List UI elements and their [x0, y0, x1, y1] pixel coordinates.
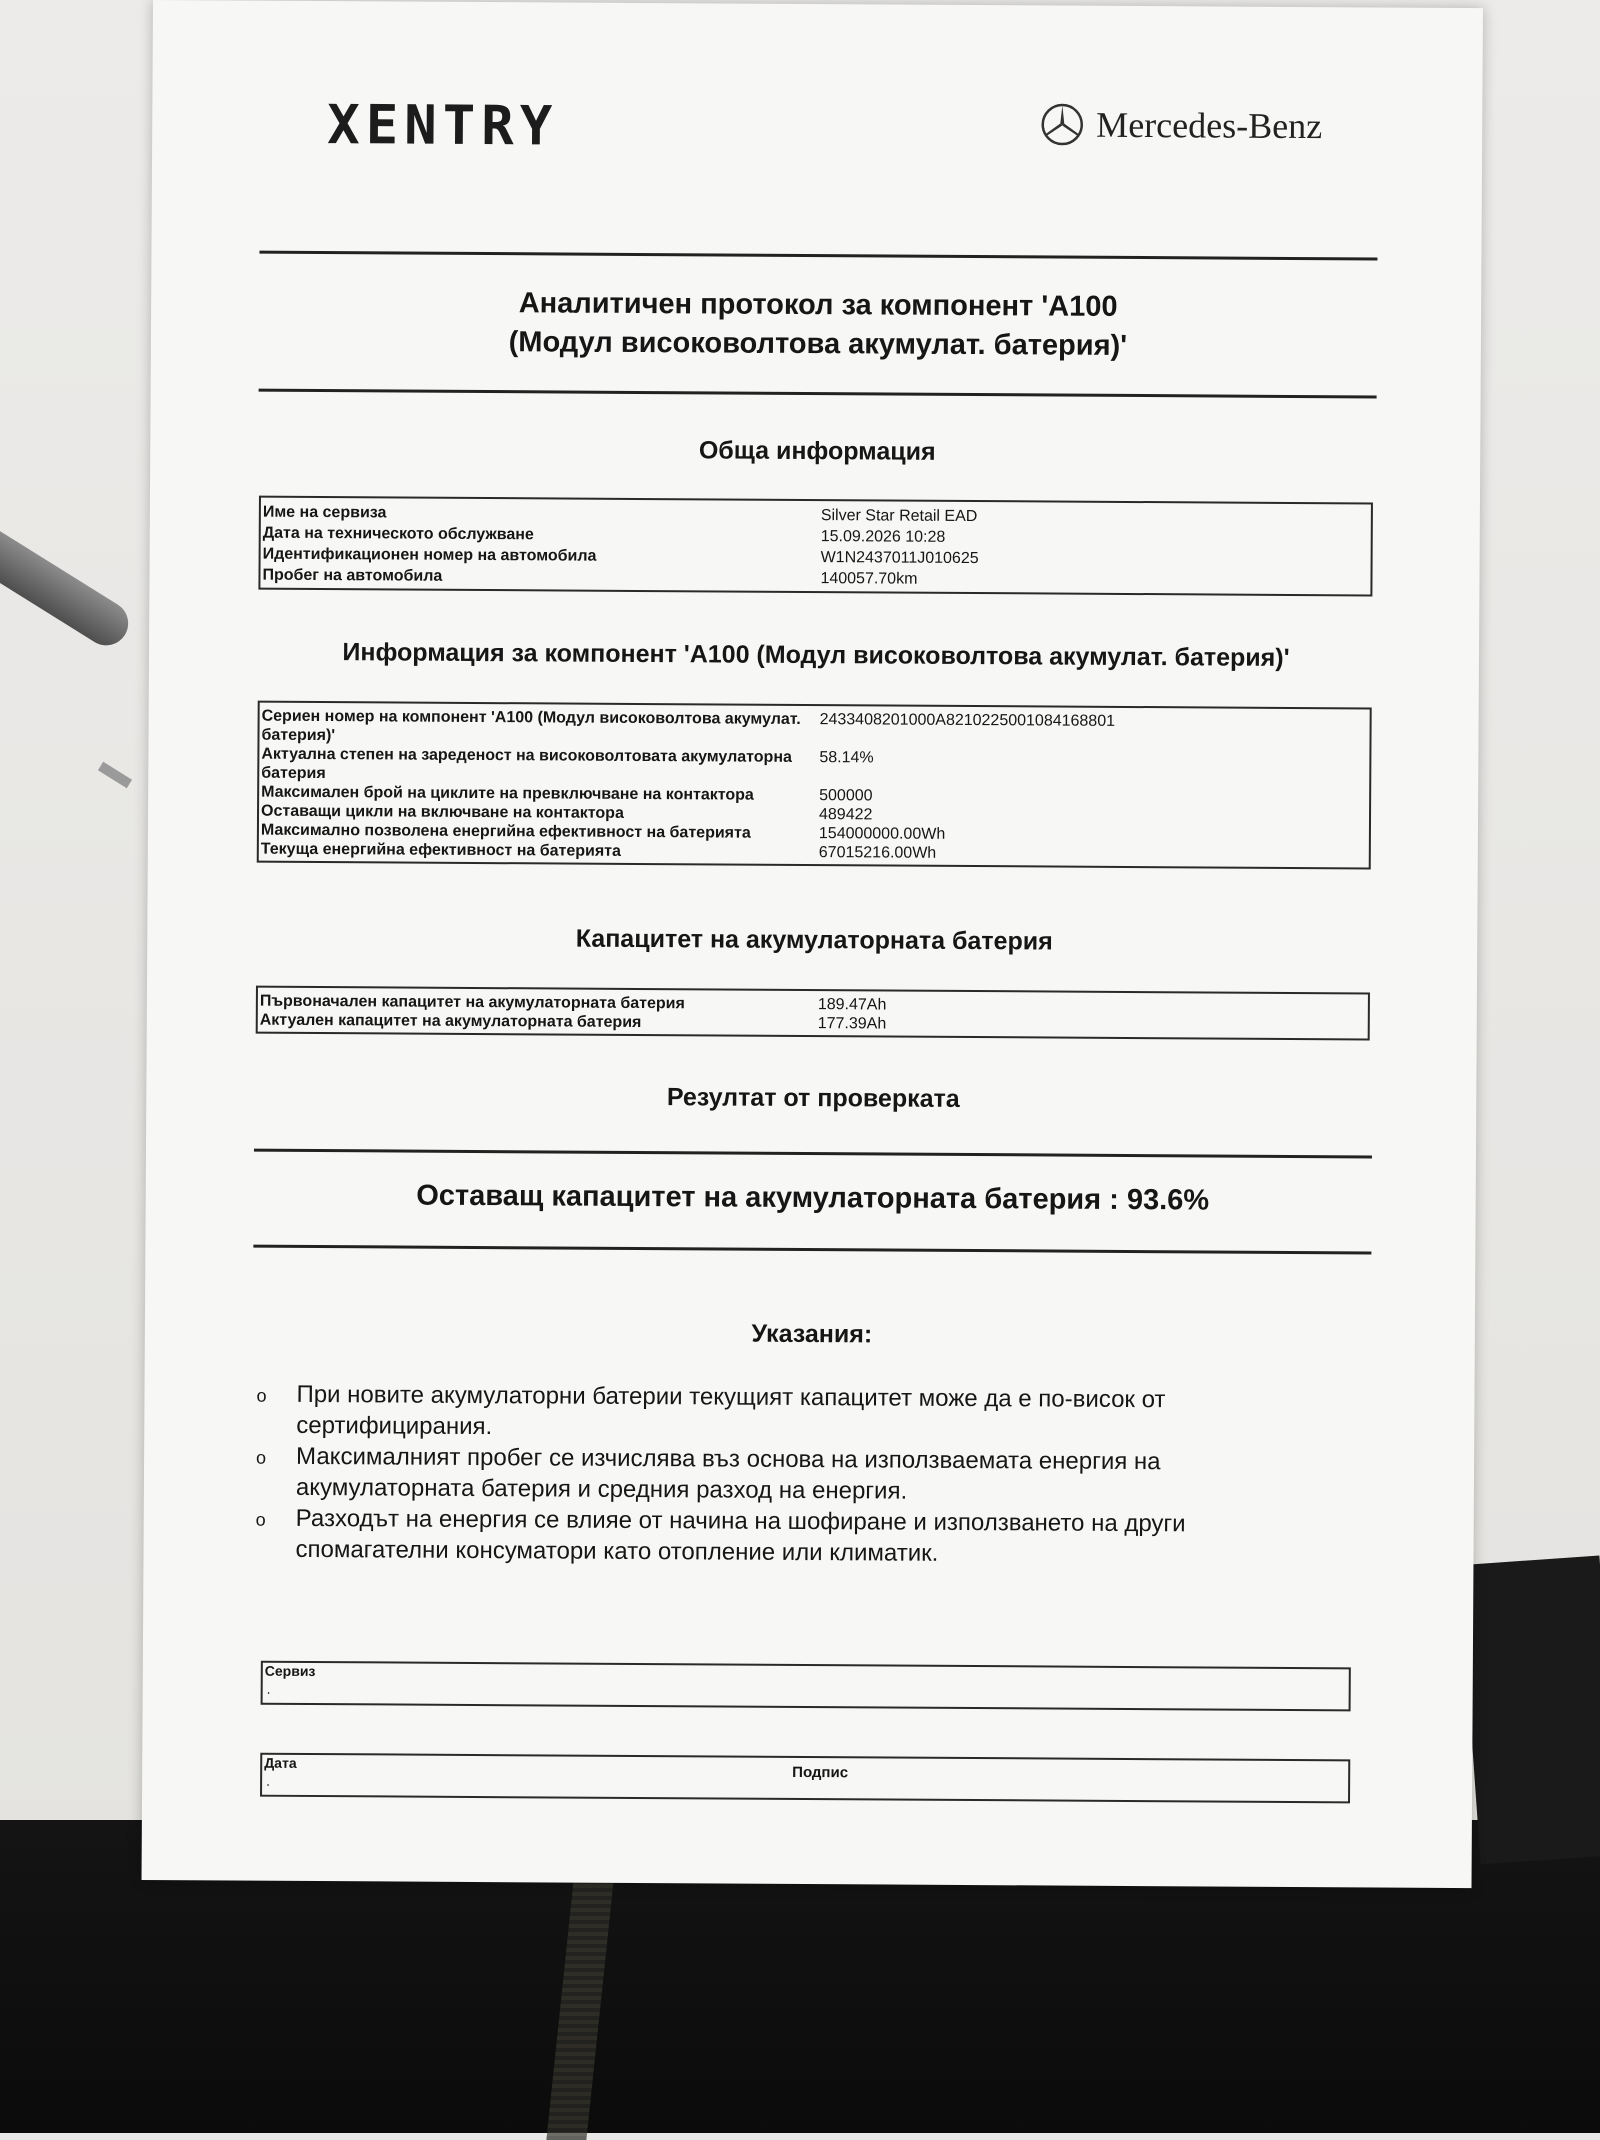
- notes-heading: Указания:: [751, 1319, 873, 1349]
- check-heading: Резултат от проверката: [666, 1083, 960, 1113]
- dark-object: [1460, 1555, 1600, 1864]
- row-value: 154000000.00Wh: [818, 825, 946, 843]
- row-value: 15.09.2026 10:28: [820, 528, 946, 546]
- note-text: При новите акумулаторни батерии текущият капацитет може да е по-висок от сертифицирания.: [296, 1380, 1166, 1441]
- row-value: Silver Star Retail EAD: [820, 507, 978, 526]
- list-item: [256, 1441, 1256, 1509]
- divider-top: [259, 251, 1377, 261]
- row-label: Сериен номер на компонент 'A100 (Модул високоволтова акумулат. батерия)': [261, 707, 801, 745]
- service-value: .: [266, 1680, 271, 1697]
- row-label: Максимално позволена енергийна ефективност на батерията: [260, 821, 751, 842]
- capacity-heading: Капацитет на акумулаторната батерия: [575, 924, 1053, 956]
- row-label: Актуален капацитет на акумулаторната батерия: [259, 1011, 642, 1032]
- bullet-icon: o: [256, 1385, 267, 1406]
- mercedes-wordmark: Mercedes-Benz: [1096, 104, 1323, 147]
- list-item: [255, 1503, 1255, 1571]
- service-label: Сервиз: [264, 1662, 316, 1680]
- xentry-logo: XENTRY: [327, 93, 559, 158]
- general-heading: Обща информация: [698, 436, 936, 466]
- component-heading: Информация за компонент 'A100 (Модул високоволтова акумулат. батерия)': [342, 638, 1290, 672]
- result-text: Оставащ капацитет на акумулаторната батерия : 93.6%: [416, 1179, 1210, 1217]
- row-value: 140057.70km: [820, 570, 918, 588]
- row-label: Актуална степен на зареденост на високоволтовата акумулаторна батерия: [261, 745, 792, 783]
- row-label: Пробег на автомобила: [262, 566, 443, 585]
- capacity-table: [256, 986, 1370, 1041]
- title-line-2: (Модул високоволтова акумулат. батерия)': [508, 326, 1128, 362]
- row-value: W1N2437011J010625: [820, 549, 979, 568]
- mercedes-star-icon: [1040, 102, 1084, 146]
- divider-result-bottom: [253, 1245, 1371, 1255]
- component-table: [257, 701, 1372, 870]
- row-label: Първоначален капацитет на акумулаторната батерия: [259, 992, 685, 1013]
- date-value: .: [266, 1772, 271, 1789]
- row-value: 189.47Ah: [817, 996, 887, 1014]
- row-label: Максимален брой на циклите на превключване на контактора: [261, 783, 754, 804]
- protocol-sheet: [142, 0, 1483, 1888]
- signature-label: Подпис: [792, 1763, 849, 1782]
- divider-result-top: [254, 1149, 1372, 1159]
- row-label: Дата на техническото обслужване: [262, 524, 534, 544]
- date-signature-box: [260, 1753, 1350, 1804]
- general-table: [258, 496, 1373, 597]
- document-title: [259, 283, 1377, 368]
- row-value: 500000: [819, 787, 873, 805]
- row-label: Оставащи цикли на включване на контактора: [260, 802, 624, 822]
- service-box: [261, 1661, 1351, 1712]
- title-line-1: Аналитичен протокол за компонент 'A100: [518, 287, 1118, 323]
- row-label: Идентификационен номер на автомобила: [262, 545, 597, 565]
- row-value: 177.39Ah: [817, 1015, 887, 1033]
- bullet-icon: o: [256, 1447, 267, 1468]
- row-value: 2433408201000A8210225001084168801: [819, 711, 1116, 730]
- note-text: Максималният пробег се изчислява въз основа на използваемата енергия на акумулаторната батерия и средния разход на енергия.: [295, 1442, 1161, 1505]
- note-text: Разходът на енергия се влияе от начина на шофиране и използването на други спомагателни консуматори като отопление или климатик.: [295, 1504, 1186, 1567]
- list-item: [256, 1379, 1256, 1447]
- divider-title-bottom: [259, 389, 1377, 399]
- row-value: 489422: [818, 806, 873, 824]
- date-label: Дата: [264, 1754, 297, 1771]
- mercedes-logo: [1040, 102, 1322, 148]
- row-label: Име на сервиза: [262, 503, 387, 522]
- notes-list: [255, 1379, 1256, 1571]
- row-value: 67015216.00Wh: [818, 844, 937, 862]
- bullet-icon: o: [255, 1509, 266, 1530]
- row-value: 58.14%: [819, 749, 874, 767]
- row-label: Текуща енергийна ефективност на батерията: [260, 840, 621, 860]
